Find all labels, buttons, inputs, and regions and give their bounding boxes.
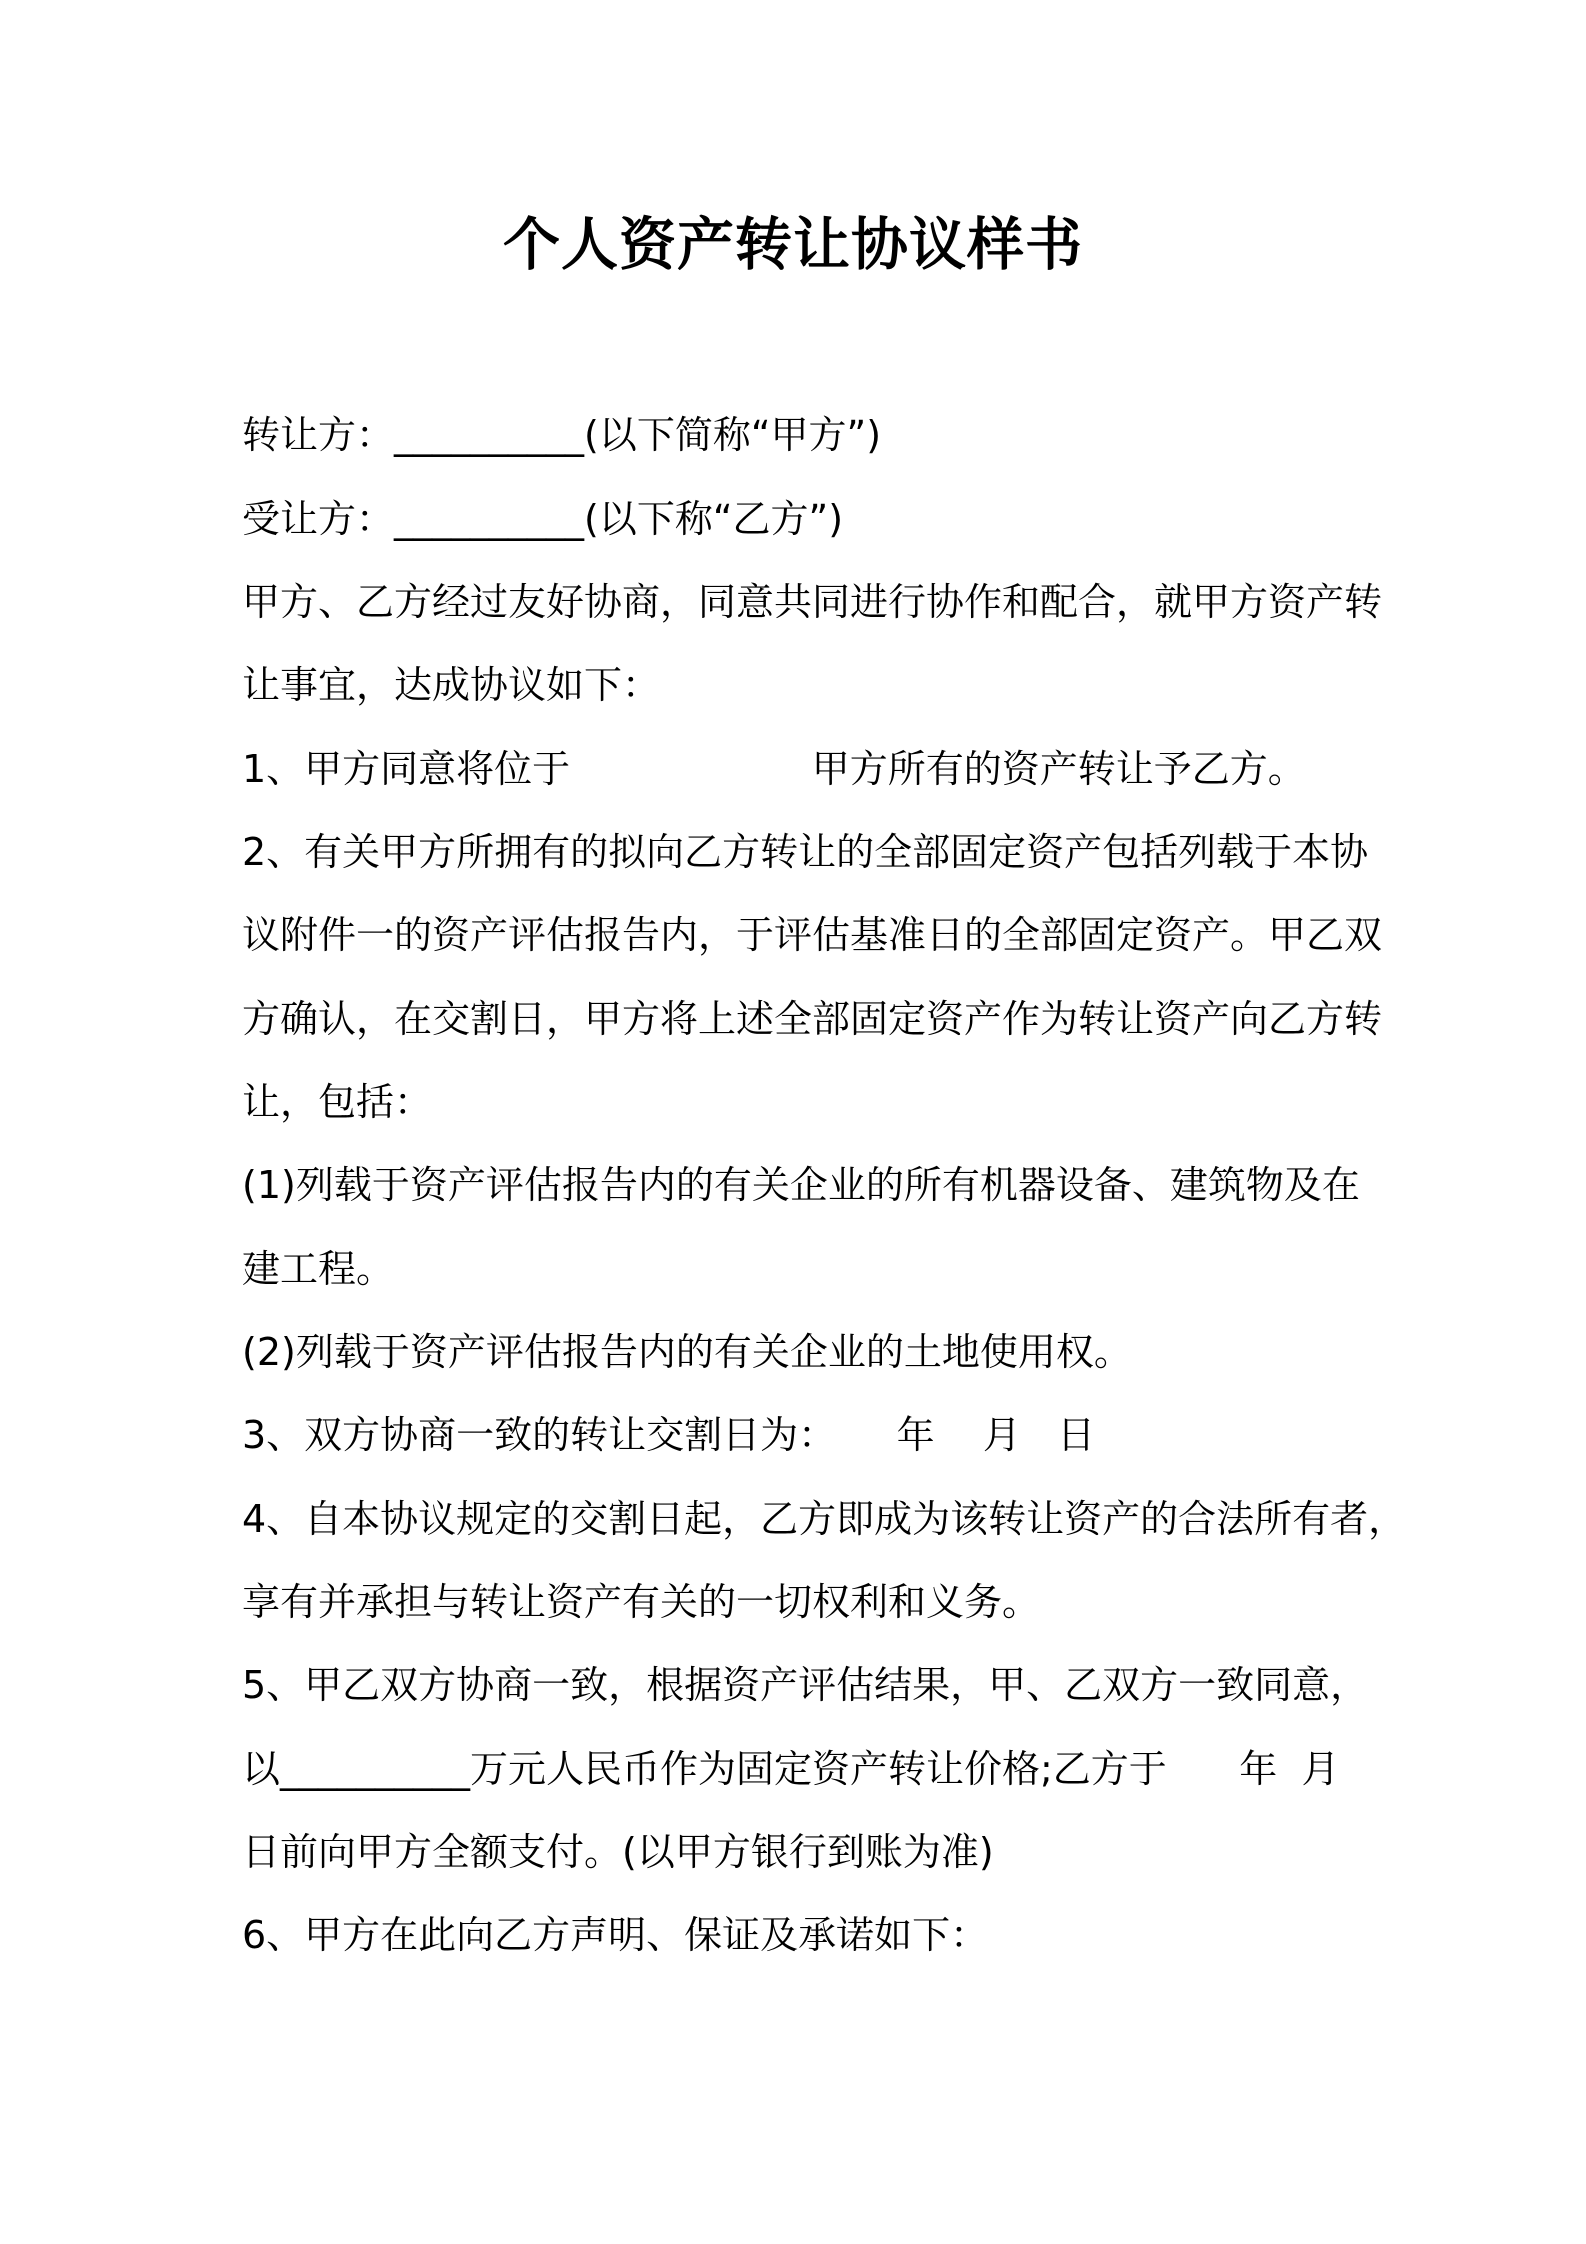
clause-5-line-3: 日前向甲方全额支付。(以甲方银行到账为准)	[242, 1830, 994, 1874]
clause-6-line: 6、甲方在此向乙方声明、保证及承诺如下：	[242, 1913, 989, 1957]
clause-2-line-2: 议附件一的资产评估报告内，于评估基准日的全部固定资产。甲乙双	[242, 913, 1383, 957]
clause-5-line-1: 5、甲乙双方协商一致，根据资产评估结果，甲、乙双方一致同意，	[242, 1663, 1369, 1707]
clause-5-line-2: 以__________万元人民币作为固定资产转让价格;乙方于 年 月	[242, 1747, 1340, 1791]
clause-2-line-3: 方确认，在交割日，甲方将上述全部固定资产作为转让资产向乙方转	[242, 997, 1383, 1041]
item-2-line: (2)列载于资产评估报告内的有关企业的土地使用权。	[242, 1330, 1132, 1374]
document-title: 个人资产转让协议样书	[503, 212, 1083, 278]
clause-2-line-4: 让，包括：	[242, 1080, 433, 1124]
item-1-line-2: 建工程。	[242, 1247, 395, 1291]
item-1-line-1: (1)列载于资产评估报告内的有关企业的所有机器设备、建筑物及在	[242, 1163, 1360, 1207]
clause-4-line-1: 4、自本协议规定的交割日起，乙方即成为该转让资产的合法所有者，	[242, 1497, 1407, 1541]
clause-3-line: 3、双方协商一致的转让交割日为： 年 月 日	[242, 1413, 1096, 1457]
preamble-line-2: 让事宜，达成协议如下：	[242, 663, 661, 707]
transferor-line: 转让方：__________(以下简称“甲方”)	[242, 413, 882, 457]
preamble-line-1: 甲方、乙方经过友好协商，同意共同进行协作和配合，就甲方资产转	[242, 580, 1383, 624]
transferee-line: 受让方：__________(以下称“乙方”)	[242, 497, 844, 541]
clause-4-line-2: 享有并承担与转让资产有关的一切权利和义务。	[242, 1580, 1041, 1624]
clause-2-line-1: 2、有关甲方所拥有的拟向乙方转让的全部固定资产包括列载于本协	[242, 830, 1369, 874]
clause-1-line: 1、甲方同意将位于 甲方所有的资产转让予乙方。	[242, 747, 1306, 791]
